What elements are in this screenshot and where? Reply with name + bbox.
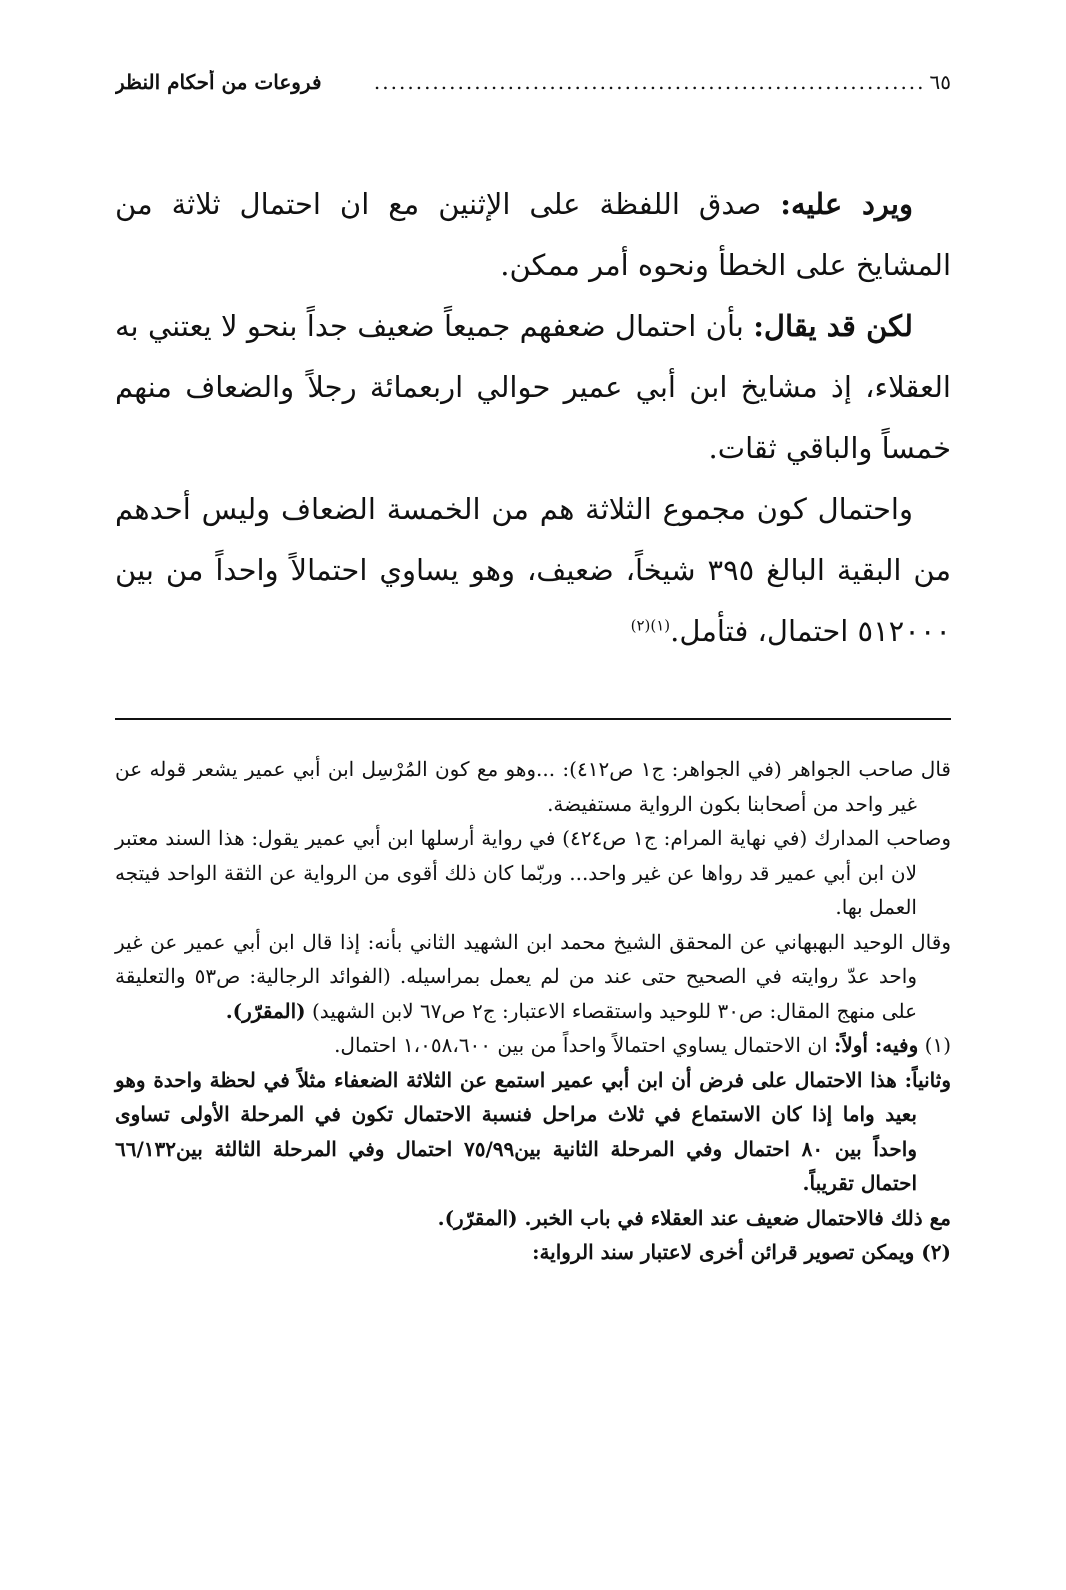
footnote-reference: (١)(٢) [630, 616, 671, 635]
footnote-madarik: وصاحب المدارك (في نهاية المرام: ج١ ص٤٢٤) في رواية أرسلها ابن أبي عمير يقول: هذا السند معتبر لان ابن أبي عمير قد رواها عن غير واحد... وربّما كان ذلك أقوى من الرواية عن الثقة الواحد فيتجه العمل بها. [115, 826, 951, 919]
footnotes [115, 752, 951, 1270]
footnote-1-second [115, 1063, 951, 1201]
paragraph-response [115, 296, 951, 479]
footnote-lead: مع ذلك [890, 1205, 951, 1230]
footnote-wahid [115, 925, 951, 1029]
footnote-lead: وثانياً: [904, 1067, 951, 1092]
page [115, 70, 951, 1570]
paragraph-probability [115, 479, 951, 662]
paragraph-lead: لكن قد يقال: [753, 309, 913, 343]
footnote-text: فالاحتمال ضعيف عند العقلاء في باب الخبر. [517, 1205, 891, 1230]
footnote-author-ref: (المقرّر). [225, 998, 306, 1023]
header-title: فروعات من أحكام النظر [115, 70, 322, 94]
footnote-2 [115, 1235, 951, 1270]
paragraph-objection [115, 174, 951, 296]
footnote-1-conclusion [115, 1201, 951, 1236]
footnote-separator [115, 718, 951, 720]
paragraph-lead: ويرد عليه: [780, 187, 913, 221]
footnote-number: (١) [918, 1033, 951, 1057]
footnote-text: وقال الوحيد البهبهاني عن المحقق الشيخ محمد ابن الشهيد الثاني بأنه: إذا قال ابن أبي عمير عن غير واحد عدّ روايته في الصحيح حتى عند من لم يعمل بمراسيله. (الفوائد الرجالية: ص٥٣ والتعليقة على منهج المقال: ص٣٠ للوحيد واستقصاء الاعتبار: ج٢ ص٦٧ لابن الشهيد) [115, 929, 951, 1023]
paragraph-text: بأن احتمال ضعفهم جميعاً ضعيف جداً بنحو لا يعتني به العقلاء، إذ مشايخ ابن أبي عمير حوالي اربعمائة رجلاً والضعاف منهم خمساً والباقي ثقات. [115, 309, 951, 465]
main-text [115, 174, 951, 662]
footnote-text: هذا الاحتمال على فرض أن ابن أبي عمير استمع عن الثلاثة الضعفاء مثلاً في لحظة واحدة وهو بعيد واما إذا كان الاستماع في ثلاث مراحل فنسبة الاحتمال تكون في المرحلة الأولى تساوى واحداً بين ٨٠ احتمال وفي المرحلة الثانية بين٧٥/٩٩ احتمال وفي المرحلة الثالثة بين٦٦/١٣٢ احتمال تقريباً. [115, 1067, 917, 1195]
footnote-text: ان الاحتمال يساوي احتمالاً واحداً من بين ١،٠٥٨،٦٠٠ احتمال. [334, 1033, 834, 1057]
footnote-lead: وفيه: أولاً: [833, 1033, 919, 1057]
paragraph-text: واحتمال كون مجموع الثلاثة هم من الخمسة الضعاف وليس أحدهم من البقية البالغ ٣٩٥ شيخاً، ضعيف، وهو يساوي احتمالاً واحداً من بين ٥١٢٠٠٠ احتمال، فتأمل. [115, 492, 951, 648]
paragraph-text: صدق اللفظة على الإثنين مع ان احتمال ثلاثة من المشايخ على الخطأ ونحوه أمر ممكن. [115, 187, 951, 282]
header-leader-dots: .................................................................. [373, 70, 926, 94]
footnote-text: ويمكن تصوير قرائن أخرى لاعتبار سند الرواية: [532, 1240, 915, 1264]
running-header [115, 70, 951, 116]
page-number: ٦٥ [929, 70, 951, 94]
footnote-author-ref: (المقرّر). [437, 1205, 518, 1230]
footnote-1 [115, 1028, 951, 1063]
footnote-jawahir: قال صاحب الجواهر (في الجواهر: ج١ ص٤١٢): ...وهو مع كون المُرْسِل ابن أبي عمير يشعر قوله عن غير واحد من أصحابنا بكون الرواية مستفيضة. [115, 757, 951, 816]
footnote-number: (٢) [914, 1240, 951, 1264]
